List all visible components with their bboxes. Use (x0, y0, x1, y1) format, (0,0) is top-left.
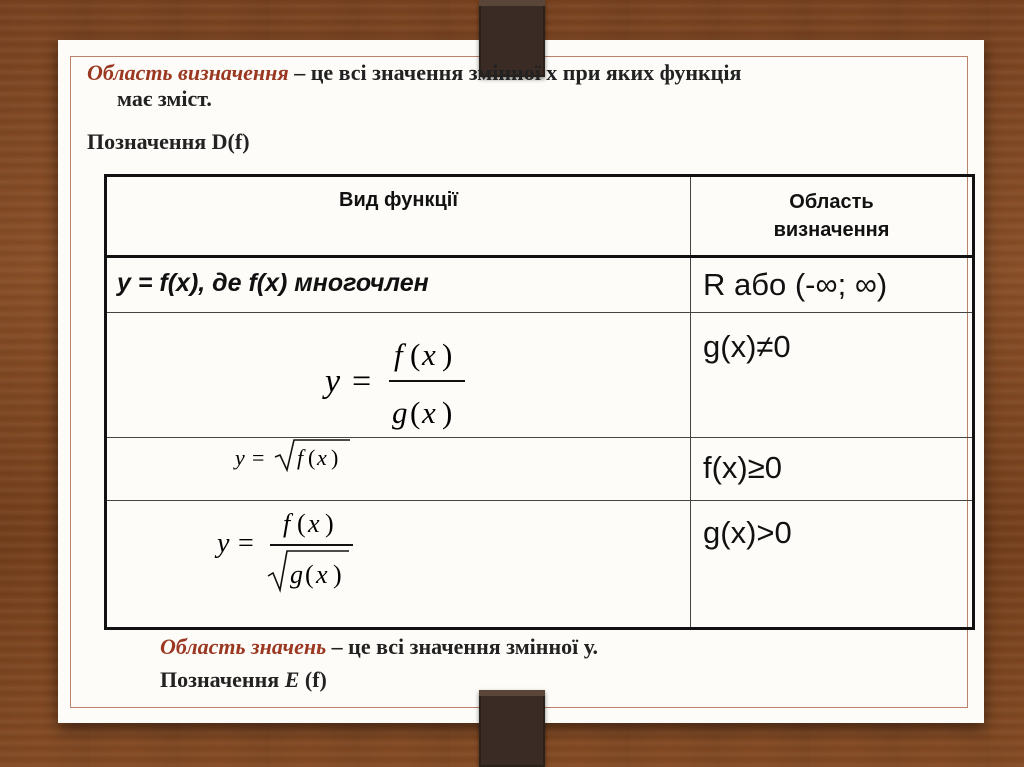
table-row (106, 257, 974, 313)
range-definition (160, 634, 598, 660)
formula-rp: ) (333, 560, 342, 589)
row3-function-cell (106, 438, 691, 501)
formula-f: f (394, 337, 403, 372)
formula-g: g (392, 395, 408, 430)
table-row (106, 313, 974, 438)
table-row (106, 438, 974, 501)
fraction-formula (107, 313, 690, 432)
formula-eq: = (252, 445, 265, 470)
domain-term: Область визначення (87, 60, 289, 85)
domain-definition-text-line1: – це всі значення змінної х при яких функція (288, 60, 742, 85)
formula-x: x (422, 337, 436, 372)
row1-function-cell (106, 257, 691, 313)
domain-definition-text-line2: має зміст. (117, 86, 212, 111)
formula-lp: ( (410, 337, 421, 372)
formula-rp: ) (331, 445, 339, 470)
formula-y: y (325, 363, 341, 400)
row4-domain-cell (691, 501, 974, 629)
formula-y: y (217, 528, 230, 559)
range-notation-prefix: Позначення (160, 667, 285, 692)
range-notation (160, 667, 327, 693)
formula-f: f (297, 445, 304, 470)
formula-y: y (235, 445, 245, 470)
domain-table (104, 174, 975, 630)
sqrt-formula (107, 438, 690, 495)
range-notation-suffix: (f) (299, 667, 327, 692)
header-function-type (106, 176, 691, 257)
domain-notation: Позначення D(f) (87, 129, 250, 154)
formula-lp: ( (297, 509, 306, 538)
row3-domain: f(x)≥0 (703, 450, 783, 485)
row2-function-cell (106, 313, 691, 438)
formula-eq: = (352, 363, 372, 400)
header-domain (691, 176, 974, 257)
row1-function: y = f(x), де f(x) многочлен (117, 269, 429, 297)
row1-domain: R або (-∞; ∞) (703, 267, 888, 302)
row4-domain: g(x)>0 (703, 515, 792, 550)
row4-function-cell (106, 501, 691, 629)
fraction-sqrt-formula (107, 501, 690, 622)
header-domain-label: Область визначення (773, 191, 890, 241)
row1-domain-cell (691, 257, 974, 313)
formula-rp: ) (442, 337, 453, 372)
table-header-row (106, 176, 974, 257)
bottom-binder-clip (479, 690, 545, 767)
row3-domain-cell (691, 438, 974, 501)
formula-lp: ( (410, 395, 421, 430)
formula-g: g (290, 560, 303, 589)
formula-x: x (422, 395, 436, 430)
formula-x: x (316, 560, 328, 589)
formula-lp: ( (305, 560, 314, 589)
row2-domain: g(x)≠0 (703, 329, 791, 364)
formula-f: f (283, 509, 291, 538)
formula-lp: ( (308, 445, 316, 470)
range-notation-letter: E (284, 667, 300, 692)
formula-rp: ) (442, 395, 453, 430)
header-function-type-label: Вид функції (339, 189, 458, 211)
formula-x: x (308, 509, 320, 538)
formula-rp: ) (325, 509, 334, 538)
range-definition-text: – це всі значення змінної у. (326, 634, 599, 659)
formula-x: x (317, 445, 327, 470)
formula-eq: = (238, 528, 254, 559)
range-term: Область значень (160, 634, 327, 659)
table-row (106, 501, 974, 629)
row2-domain-cell (691, 313, 974, 438)
domain-definition (87, 60, 967, 112)
